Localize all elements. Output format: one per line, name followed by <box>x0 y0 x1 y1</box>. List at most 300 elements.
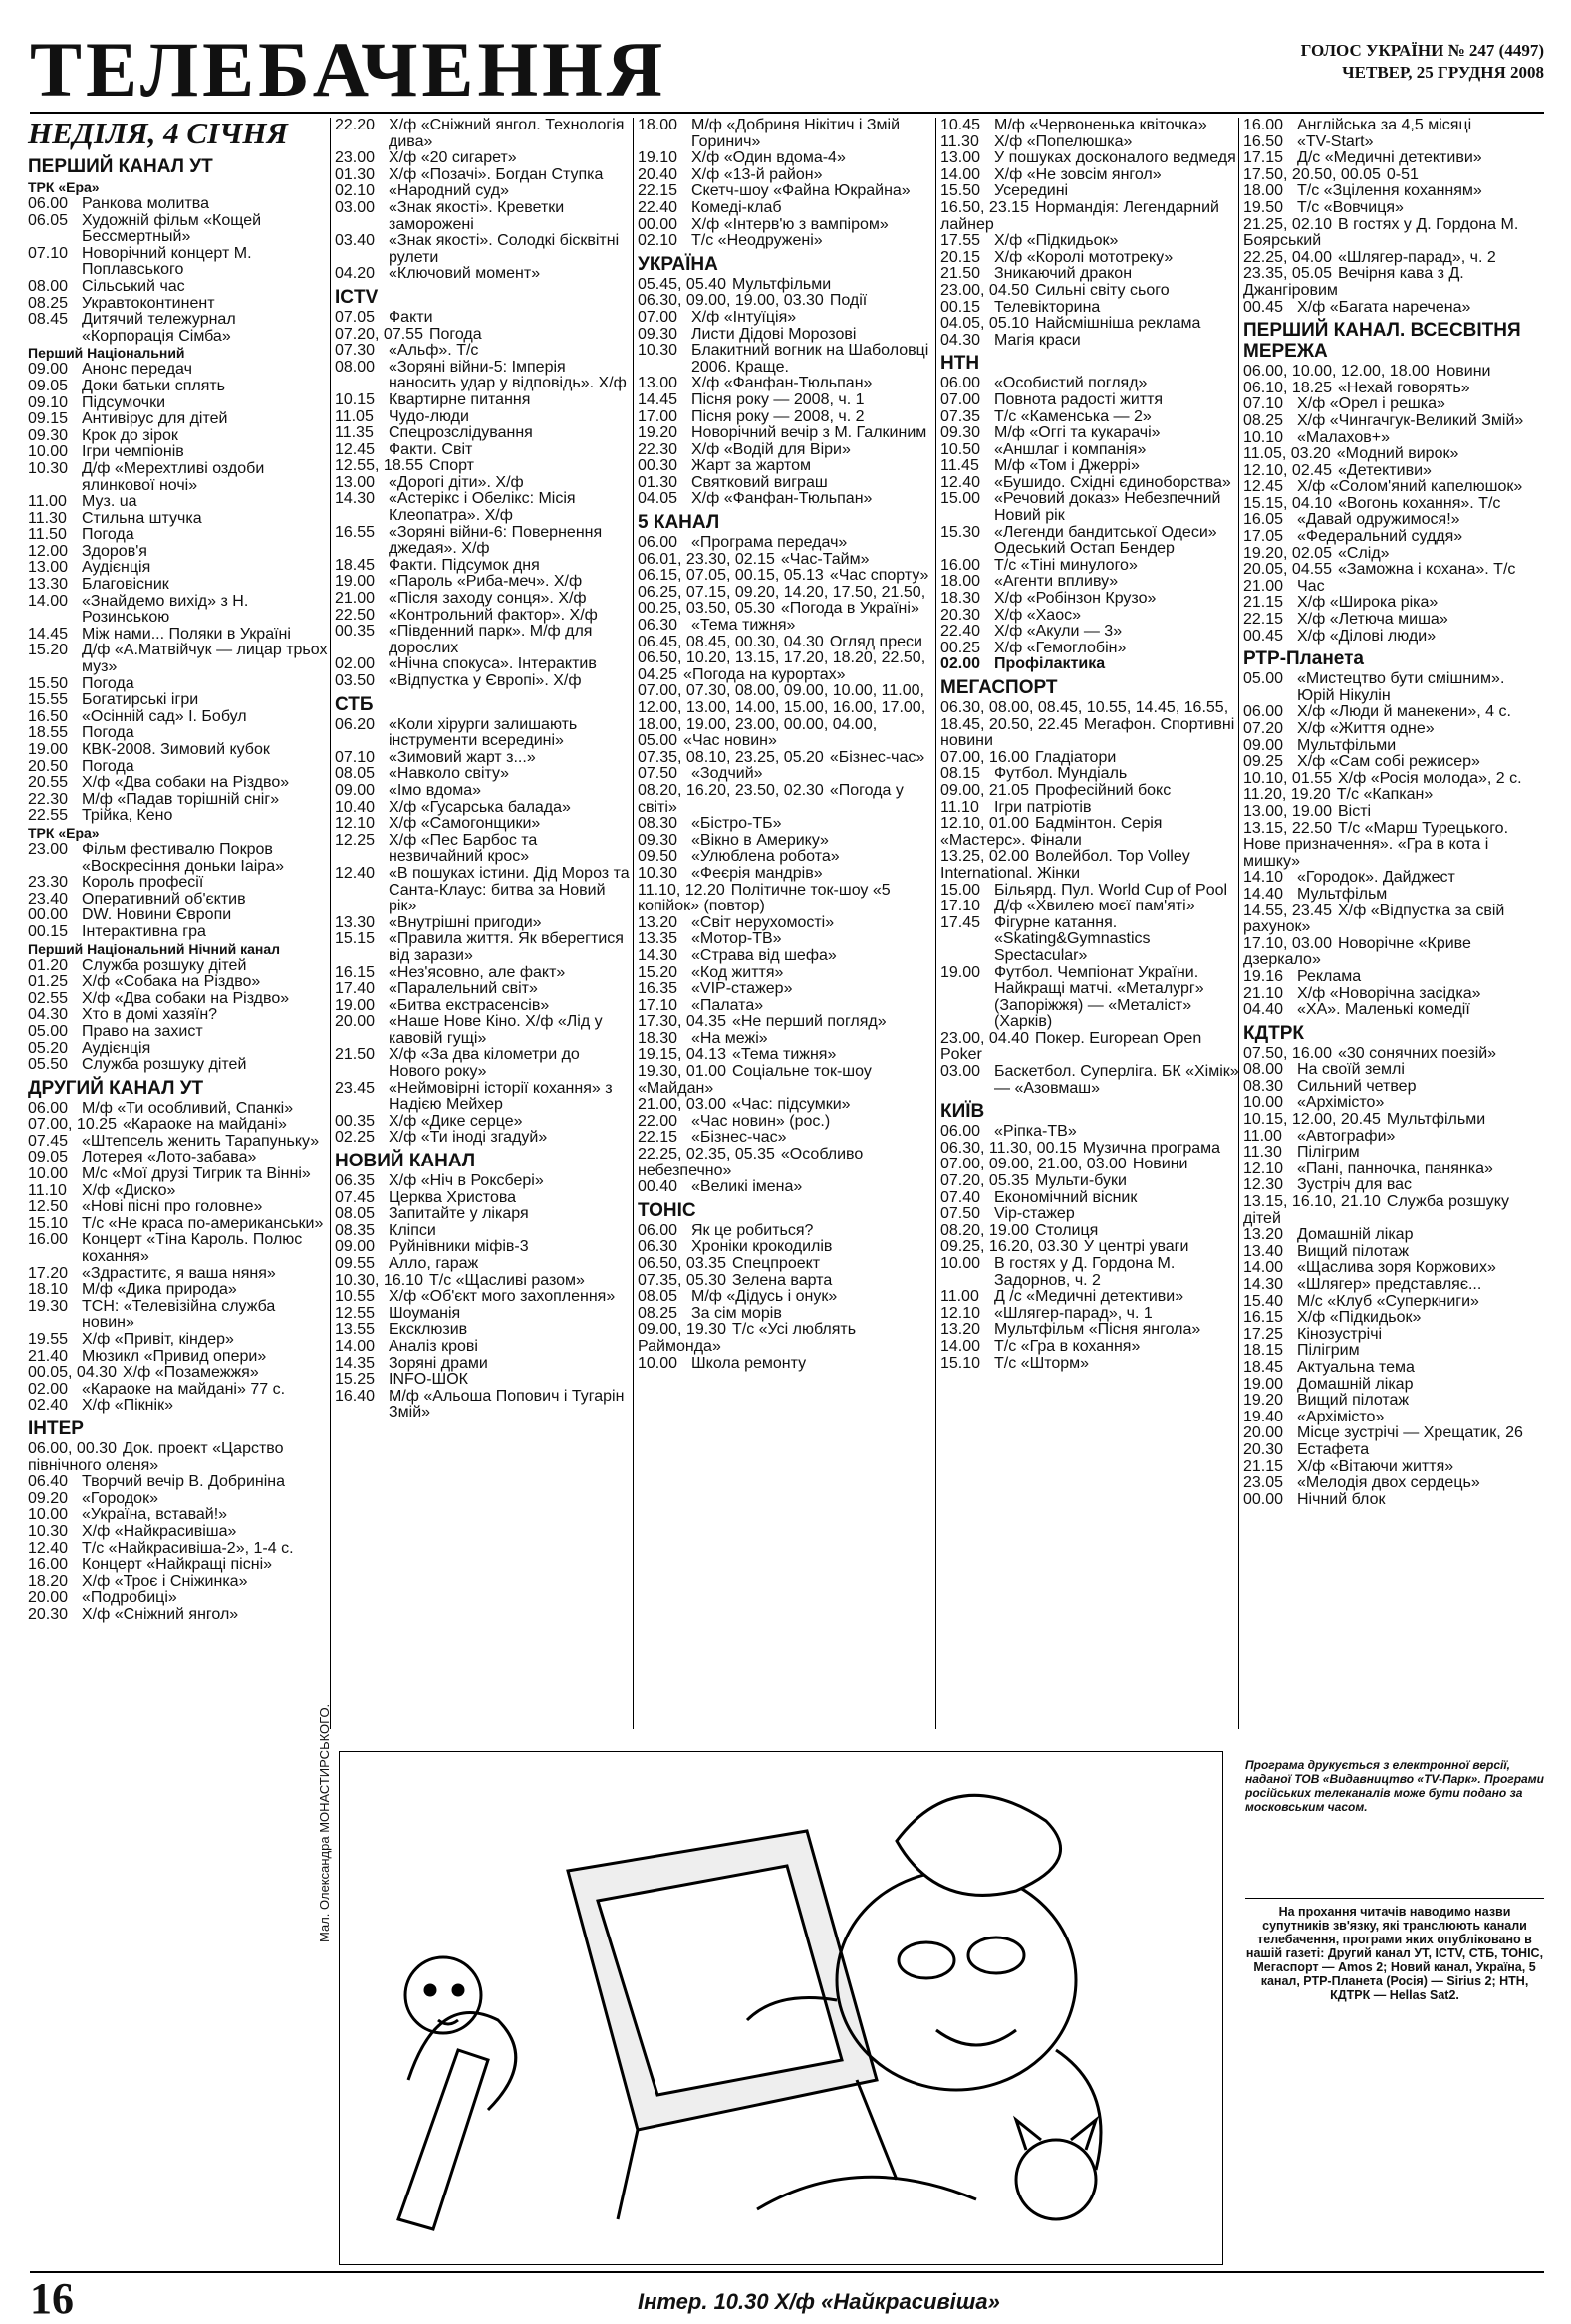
program-title: Х/ф «Королі мототреку» <box>994 248 1174 266</box>
program-title: Д/с «Медичні детективи» <box>1297 149 1482 167</box>
program-row <box>335 1114 636 1131</box>
program-time: 18.15 <box>1243 1342 1284 1360</box>
program-row <box>28 1491 329 1508</box>
program-time: 06.15, 07.05, 00.15, 05.13 <box>638 567 824 585</box>
program-title: Домашній лікар <box>1297 1226 1414 1244</box>
program-title: Погода <box>428 325 482 343</box>
program-time: 07.35, 05.30 <box>638 1271 726 1289</box>
program-time: 17.15 <box>1243 149 1284 167</box>
program-title: Нормандія: Легендарний лайнер <box>940 198 1219 233</box>
program-title: Х/ф «Пікнік» <box>82 1397 173 1415</box>
program-row <box>940 376 1241 392</box>
program-title: «Караоке на майдані» <box>122 1116 287 1134</box>
illustration-credit: Мал. Олександра МОНАСТИРСЬКОГО. <box>317 1703 332 1942</box>
program-title: Кліпси <box>389 1221 436 1239</box>
program-title: «Давай одружимося!» <box>1297 511 1460 529</box>
program-title: «Ключовий момент» <box>389 265 541 283</box>
program-row <box>940 425 1241 442</box>
program-row <box>940 392 1241 409</box>
program-row <box>940 816 1241 849</box>
program-row <box>28 411 329 428</box>
program-row <box>940 283 1241 300</box>
program-row <box>28 742 329 759</box>
program-row <box>1243 595 1544 612</box>
program-time: 17.25 <box>1243 1325 1284 1343</box>
program-time: 07.10 <box>1243 395 1284 413</box>
program-title: Х/ф «Сніжний янгол. Технологія дива» <box>389 117 625 150</box>
program-row <box>940 899 1241 915</box>
program-row <box>28 1041 329 1058</box>
program-time: 15.30 <box>940 523 981 541</box>
program-row <box>28 511 329 528</box>
program-time: 20.00 <box>1243 1424 1284 1442</box>
program-row <box>940 250 1241 267</box>
program-time: 20.40 <box>638 165 678 183</box>
program-time: 22.25, 02.35, 05.35 <box>638 1146 775 1163</box>
program-title: Новорічний концерт М. Поплавського <box>82 244 252 279</box>
program-title: Служба розшуку дітей <box>82 1056 247 1074</box>
program-row <box>1243 936 1544 969</box>
program-title: «Битва екстрасенсів» <box>389 996 550 1014</box>
program-time: 23.40 <box>28 890 69 907</box>
program-row <box>335 233 636 266</box>
program-row <box>335 783 636 800</box>
program-title: «Коли хірурги залишають інструменти всередині» <box>389 715 578 750</box>
program-title: Х/ф «Інтерв'ю з вампіром» <box>691 215 889 233</box>
program-title: Х/ф «Люди й манекени», 4 с. <box>1297 703 1511 721</box>
program-title: М/ф «Альоша Попович і Тугарін Змій» <box>389 1387 625 1421</box>
program-title: Спорт <box>428 457 474 475</box>
program-title: Алло, гараж <box>389 1255 479 1272</box>
program-row <box>28 1474 329 1491</box>
program-title: За сім морів <box>691 1304 782 1322</box>
program-title: «Нічна спокуса». Інтерактив <box>389 655 597 673</box>
program-title: «Альф». Т/с <box>389 342 479 360</box>
program-row <box>940 458 1241 475</box>
program-title: «Легенди бандитської Одеси» Одеський Остап Бендер <box>994 523 1217 558</box>
program-row <box>335 360 636 392</box>
program-time: 11.10 <box>28 1181 67 1199</box>
program-title: «На межі» <box>691 1029 768 1047</box>
program-row <box>1243 1277 1544 1294</box>
program-row <box>28 379 329 395</box>
program-title: Х/ф «Два собаки на Різдво» <box>82 774 290 792</box>
program-title: «Автографи» <box>1297 1127 1396 1145</box>
program-title: «Зоряні війни-5: Імперія наносить удар у відповідь». Х/ф <box>389 358 627 392</box>
program-title: «Зоряні війни-6: Повернення джедая». Х/ф <box>389 523 603 558</box>
program-row <box>1243 430 1544 447</box>
program-title: «Архімісто» <box>1297 1094 1385 1112</box>
program-time: 06.30, 11.30, 00.15 <box>940 1139 1077 1157</box>
program-row <box>638 849 938 866</box>
program-title: Творчий вечір В. Добриніна <box>82 1473 286 1491</box>
program-time: 12.30 <box>1243 1176 1284 1194</box>
program-title: «Караоке на майдані» 77 с. <box>82 1380 286 1398</box>
program-time: 22.30 <box>638 440 678 458</box>
program-row <box>940 1157 1241 1173</box>
program-row <box>638 883 938 915</box>
program-title: «ХА». Маленькі комедії <box>1297 1001 1470 1019</box>
program-title: Зникаючий дракон <box>994 265 1133 283</box>
program-title: Анонс передач <box>82 361 192 379</box>
program-row <box>940 200 1241 233</box>
program-row <box>28 1332 329 1349</box>
program-row <box>335 183 636 200</box>
program-row <box>335 1239 636 1256</box>
program-row <box>1243 870 1544 887</box>
program-time: 10.15, 12.00, 20.45 <box>1243 1111 1381 1129</box>
program-row <box>28 1166 329 1183</box>
program-time: 00.35 <box>335 623 376 641</box>
program-row <box>335 1372 636 1389</box>
program-time: 07.10 <box>335 748 376 766</box>
program-time: 11.10 <box>940 798 979 816</box>
program-time: 13.00 <box>940 149 981 167</box>
program-title: Блакитний вогник на Шаболовці 2006. Краще. <box>691 342 929 376</box>
program-time: 06.00 <box>638 1221 678 1239</box>
program-row <box>1243 1425 1544 1442</box>
program-title: «Городок» <box>82 1489 158 1507</box>
program-time: 14.00 <box>1243 1259 1284 1277</box>
channel-heading: НТН <box>940 353 980 375</box>
program-title: Чудо-люди <box>389 407 469 425</box>
program-row <box>335 1289 636 1306</box>
program-title: КВК-2008. Зимовий кубок <box>82 741 270 758</box>
program-title: Стильна штучка <box>82 509 202 527</box>
program-row <box>28 692 329 709</box>
program-time: 06.00 <box>28 195 69 212</box>
program-title: Концерт «Найкращі пісні» <box>82 1556 273 1574</box>
program-title: Х/ф «Ніч в Роксбері» <box>389 1172 544 1190</box>
program-row <box>940 1206 1241 1223</box>
channel-heading: ДРУГИЙ КАНАЛ УТ <box>28 1077 204 1099</box>
program-title: «Світ нерухомості» <box>691 913 835 931</box>
program-title: Х/ф «Пес Барбос та незвичайний крос» <box>389 831 538 866</box>
program-title: Х/ф «Сніжний янгол» <box>82 1605 239 1623</box>
program-time: 21.40 <box>28 1347 69 1365</box>
program-row <box>638 568 938 585</box>
program-time: 00.40 <box>638 1178 678 1196</box>
program-row <box>335 1130 636 1147</box>
program-row <box>1243 167 1544 184</box>
program-row <box>335 1190 636 1207</box>
program-time: 02.55 <box>28 989 69 1007</box>
program-row <box>940 624 1241 641</box>
program-title: Економічний вісник <box>994 1188 1138 1206</box>
program-row <box>28 892 329 908</box>
program-time: 12.10, 02.45 <box>1243 461 1332 479</box>
page-footer <box>30 2274 1544 2323</box>
program-time: 07.50 <box>638 765 678 783</box>
program-title: Аудієнція <box>82 559 151 577</box>
program-row <box>28 1007 329 1024</box>
program-title: «Архімісто» <box>1297 1408 1385 1425</box>
program-time: 07.00 <box>940 390 981 408</box>
program-row <box>335 931 636 964</box>
program-row <box>335 425 636 442</box>
program-title: «Страва від шефа» <box>691 946 837 964</box>
program-time: 13.35 <box>638 930 678 948</box>
program-row <box>335 1389 636 1421</box>
program-row <box>335 200 636 233</box>
program-row <box>940 233 1241 250</box>
program-time: 06.45, 08.45, 00.30, 04.30 <box>638 633 824 650</box>
program-title: Вищий пілотаж <box>1297 1392 1410 1410</box>
program-title: «Бізнес-час» <box>829 748 925 766</box>
program-time: 06.50, 03.35 <box>638 1255 726 1272</box>
program-title: «Тема тижня» <box>731 1046 837 1064</box>
program-row <box>28 1282 329 1299</box>
program-row <box>940 608 1241 625</box>
program-title: Новини <box>1132 1156 1188 1173</box>
program-time: 18.20 <box>28 1572 69 1590</box>
program-title: Ігри патріотів <box>994 798 1092 816</box>
program-title: Мегафон. Спортивні новини <box>940 715 1235 750</box>
program-title: М/ф «Червоненька квіточка» <box>994 117 1207 133</box>
program-time: 19.00 <box>335 573 376 591</box>
program-row <box>1243 546 1544 563</box>
program-time: 14.45 <box>28 625 69 643</box>
program-time: 00.05, 04.30 <box>28 1364 117 1382</box>
program-time: 14.00 <box>940 1337 981 1355</box>
program-title: Час <box>1297 577 1325 595</box>
program-time: 07.05 <box>335 308 376 326</box>
program-title: «Імо вдома» <box>389 781 482 799</box>
program-time: 08.20, 19.00 <box>940 1221 1029 1239</box>
program-row <box>638 981 938 998</box>
program-row <box>335 591 636 608</box>
program-row <box>335 525 636 558</box>
program-row <box>1243 904 1544 936</box>
program-row <box>940 333 1241 350</box>
program-row <box>28 676 329 693</box>
program-title: «Час: підсумки» <box>731 1096 851 1114</box>
program-title: Vip-стажер <box>994 1205 1075 1223</box>
program-title: Підсумочки <box>82 393 166 411</box>
program-time: 08.15 <box>940 765 981 783</box>
program-row <box>940 118 1241 134</box>
program-time: 08.35 <box>335 1221 376 1239</box>
program-row <box>638 1289 938 1306</box>
program-time: 19.40 <box>1243 1408 1284 1425</box>
program-row <box>335 167 636 184</box>
program-row <box>1243 1260 1544 1277</box>
program-row <box>1243 671 1544 704</box>
program-title: Усередині <box>994 182 1069 200</box>
program-time: 10.00 <box>940 1255 981 1272</box>
program-title: М/ф «Дика природа» <box>82 1281 237 1299</box>
program-title: Ігри чемпіонів <box>82 443 184 461</box>
program-row <box>638 1306 938 1323</box>
program-time: 22.40 <box>638 198 678 216</box>
program-time: 09.00 <box>28 361 69 379</box>
program-row <box>335 1322 636 1339</box>
program-row <box>1243 413 1544 430</box>
program-row <box>940 1223 1241 1240</box>
program-time: 19.20 <box>1243 1392 1284 1410</box>
program-row <box>335 1256 636 1273</box>
program-title: «Відпустка у Європі». Х/ф <box>389 672 582 689</box>
program-row <box>940 1124 1241 1141</box>
program-title: Естафета <box>1297 1440 1370 1458</box>
program-title: Лотерея «Лото-забава» <box>82 1149 257 1166</box>
program-row <box>638 233 938 250</box>
program-time: 00.00 <box>28 906 69 924</box>
program-row <box>28 775 329 792</box>
program-row <box>335 1356 636 1373</box>
program-time: 01.25 <box>28 973 69 991</box>
program-row <box>940 475 1241 492</box>
program-title: Мультфільми <box>731 275 832 293</box>
schedule-column-3 <box>638 118 938 1372</box>
program-row <box>940 316 1241 333</box>
program-title: Х/ф «Інтуїція» <box>691 308 797 326</box>
program-row <box>28 958 329 975</box>
program-row <box>28 577 329 594</box>
program-time: 11.10, 12.20 <box>638 881 725 899</box>
program-time: 18.45 <box>1243 1358 1284 1376</box>
program-time: 02.10 <box>638 232 678 250</box>
program-title: «Особистий погляд» <box>994 375 1148 392</box>
program-title: Більярд. Пул. World Cup of Pool <box>994 881 1228 899</box>
program-title: Профілактика <box>994 655 1106 673</box>
program-row <box>638 1239 938 1256</box>
program-time: 08.20, 16.20, 23.50, 02.30 <box>638 781 824 799</box>
program-time: 16.00 <box>1243 117 1284 133</box>
program-time: 13.00 <box>335 473 376 491</box>
program-row <box>28 808 329 825</box>
program-title: М/ф «Том і Джеррі» <box>994 457 1140 475</box>
program-title: Руйнівники міфів-3 <box>389 1238 529 1256</box>
program-title: «Погода в Україні» <box>780 600 919 618</box>
program-title: «Після заходу сонця». Х/ф <box>389 590 587 608</box>
program-time: 07.20, 07.55 <box>335 325 423 343</box>
program-time: 07.00, 09.00, 21.00, 03.00 <box>940 1156 1127 1173</box>
program-title: «Особливо небезпечно» <box>638 1146 864 1179</box>
program-time: 09.25 <box>1243 753 1284 771</box>
program-row <box>1243 1459 1544 1476</box>
program-time: 13.25, 02.00 <box>940 848 1029 866</box>
program-title: Пісня року — 2008, ч. 2 <box>691 407 865 425</box>
channel-heading: МЕГАСПОРТ <box>940 677 1058 698</box>
program-time: 07.35, 08.10, 23.25, 05.20 <box>638 748 824 766</box>
program-title: Х/ф «За два кілометри до Нового року» <box>389 1046 580 1081</box>
program-title: Доки батьки сплять <box>82 377 226 394</box>
program-time: 14.10 <box>1243 869 1284 887</box>
program-row <box>28 1150 329 1166</box>
program-time: 11.50 <box>28 526 67 544</box>
program-row <box>940 558 1241 575</box>
program-title: «Неймовірні історії кохання» з Надією Мейхер <box>389 1079 613 1114</box>
program-row <box>335 766 636 783</box>
program-time: 23.45 <box>335 1079 376 1097</box>
program-title: У пошуках досконалого ведмедя <box>994 149 1236 167</box>
program-title: «Зимовий жарт з...» <box>389 748 536 766</box>
program-time: 17.20 <box>28 1264 69 1282</box>
program-title: «Знак якості». Солодкі бісквітні рулети <box>389 232 620 266</box>
program-row <box>335 458 636 475</box>
program-time: 07.30 <box>335 342 376 360</box>
program-time: 06.40 <box>28 1473 69 1491</box>
program-row <box>335 673 636 690</box>
program-row <box>1243 969 1544 986</box>
program-time: 12.40 <box>335 864 376 882</box>
channel-subheading: Перший Національний <box>28 345 185 362</box>
program-title: «Правила життя. Як вберегтися від зарази» <box>389 930 624 964</box>
program-title: Х/ф «Життя одне» <box>1297 720 1435 737</box>
program-row <box>335 558 636 575</box>
program-title: Служба розшуку дітей <box>82 956 247 974</box>
program-row <box>335 327 636 344</box>
program-time: 23.35, 05.05 <box>1243 265 1332 283</box>
program-row <box>1243 479 1544 496</box>
program-title: «Пані, панночка, панянка» <box>1297 1160 1493 1177</box>
program-row <box>638 1273 938 1290</box>
program-title: Х/ф «13-й район» <box>691 165 823 183</box>
program-time: 10.00 <box>1243 1094 1284 1112</box>
program-row <box>28 759 329 776</box>
program-time: 19.00 <box>28 741 69 758</box>
schedule-column-5 <box>1243 118 1544 1508</box>
program-row <box>335 392 636 409</box>
program-time: 09.00 <box>1243 736 1284 754</box>
program-title: Х/ф «Самогонщики» <box>389 815 541 833</box>
program-time: 12.40 <box>28 1539 69 1557</box>
program-time: 08.05 <box>335 1205 376 1223</box>
program-title: Х/ф «Один вдома-4» <box>691 149 846 167</box>
program-title: Ексклюзив <box>389 1321 468 1339</box>
program-row <box>335 266 636 283</box>
program-row <box>335 656 636 673</box>
program-title: Зустріч для вас <box>1297 1176 1413 1194</box>
program-time: 06.00, 00.30 <box>28 1439 117 1457</box>
program-time: 21.25, 02.10 <box>1243 215 1332 233</box>
program-row <box>28 494 329 511</box>
program-time: 23.30 <box>28 874 69 892</box>
program-row <box>1243 1343 1544 1360</box>
program-row <box>28 1101 329 1118</box>
program-title: Огляд преси <box>829 633 922 650</box>
program-row <box>940 1339 1241 1356</box>
program-time: 13.20 <box>940 1321 981 1339</box>
program-time: 22.50 <box>335 606 376 624</box>
program-title: «Феєрія мандрів» <box>691 864 823 882</box>
program-time: 12.50 <box>28 1198 69 1216</box>
program-time: 20.50 <box>28 757 69 775</box>
program-title: Док. проект «Царство північного оленя» <box>28 1439 284 1474</box>
program-title: Т/с «Неодружені» <box>691 232 823 250</box>
program-time: 23.05 <box>1243 1474 1284 1492</box>
program-title: «TV-Start» <box>1297 132 1374 150</box>
program-title: «Бізнес-час» <box>691 1129 787 1147</box>
program-row <box>940 641 1241 657</box>
program-time: 22.15 <box>638 182 678 200</box>
program-time: 23.00, 04.40 <box>940 1029 1029 1047</box>
program-title: На своїй землі <box>1297 1061 1405 1079</box>
program-time: 19.00 <box>940 963 981 981</box>
program-time: 03.40 <box>335 232 376 250</box>
program-title: «Речовий доказ» Небезпечний Новий рік <box>994 490 1221 525</box>
program-row <box>638 585 938 618</box>
program-title: Х/ф «Фанфан-Тюльпан» <box>691 490 873 508</box>
program-time: 19.20 <box>638 424 678 442</box>
program-time: 18.30 <box>940 590 981 608</box>
program-row <box>638 343 938 376</box>
program-title: «Нез'ясовно, але факт» <box>389 963 566 981</box>
program-time: 10.00 <box>28 1165 69 1183</box>
program-row <box>940 134 1241 151</box>
program-time: 06.10, 18.25 <box>1243 379 1332 396</box>
